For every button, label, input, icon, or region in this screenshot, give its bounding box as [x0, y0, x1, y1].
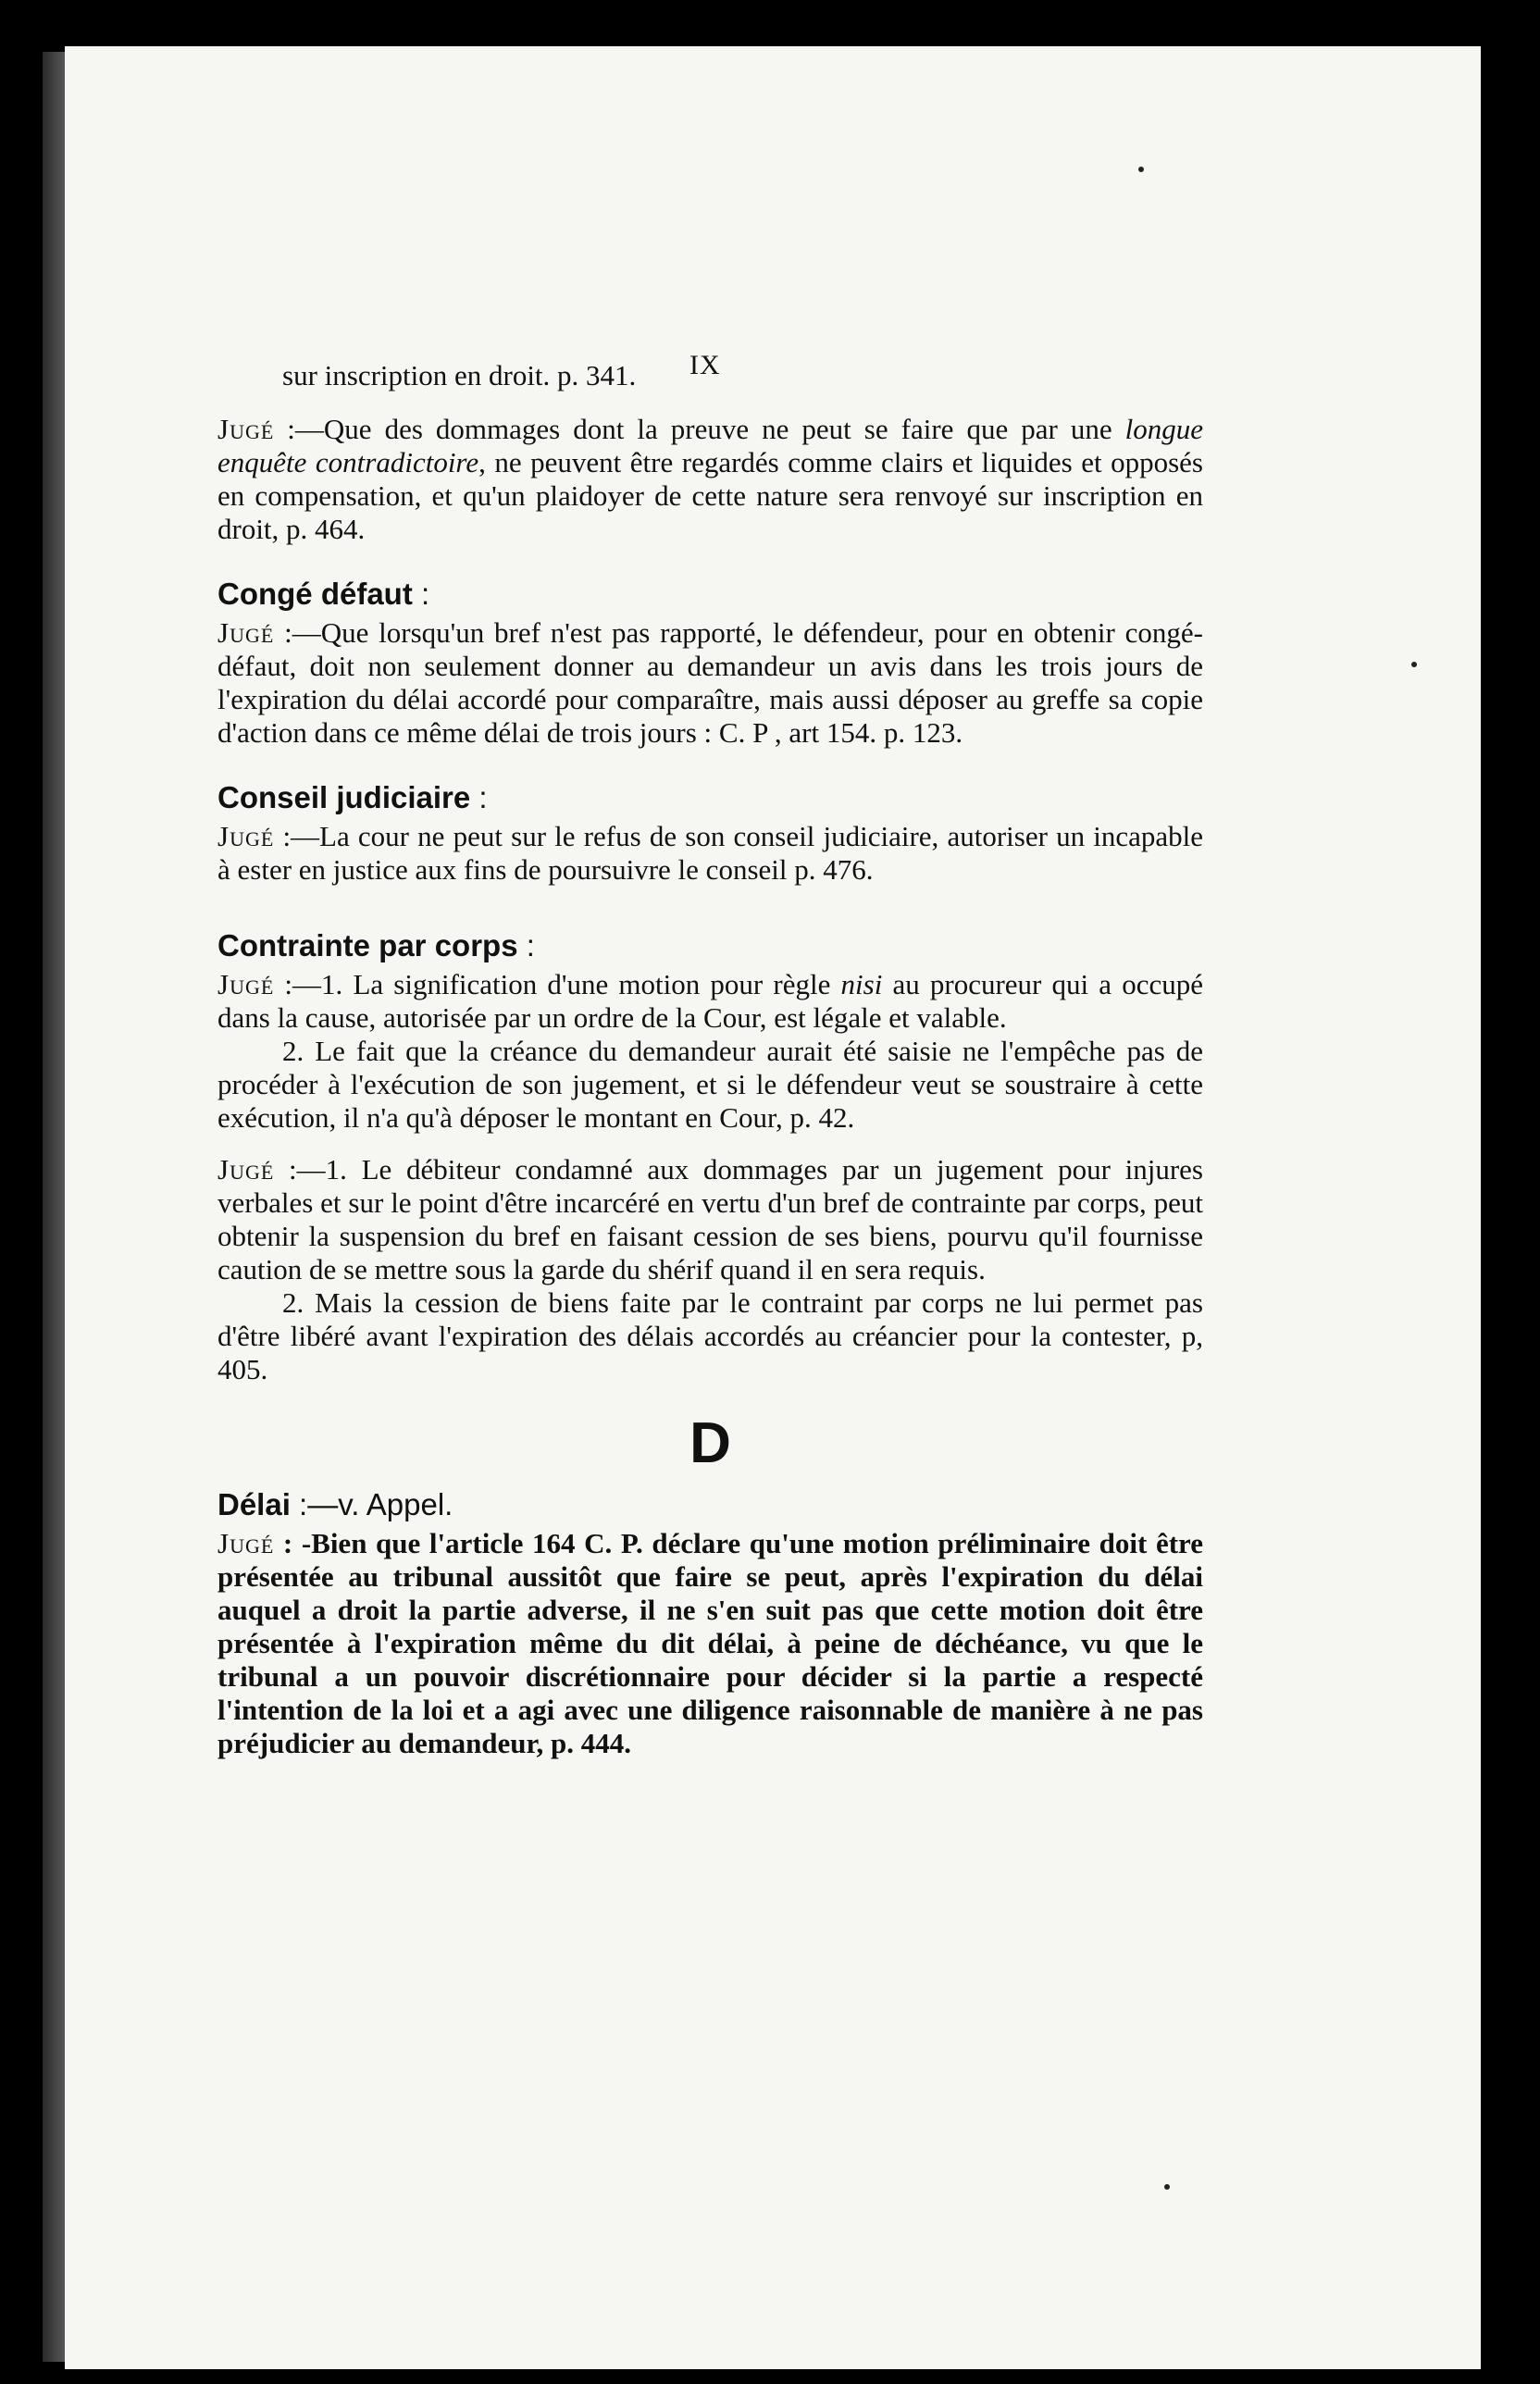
heading-delai — [217, 1488, 1203, 1521]
speck — [1164, 2184, 1170, 2190]
heading-contrainte-par-corps — [217, 929, 1203, 962]
entry-text: :—1. Le débiteur condamné aux dommages par un jugement pour injures verbales et sur le point d'être incarcéré en vertu d'un bref de contrainte par corps, peut obtenir la suspension du bref en faisant cession de ses biens, pourvu qu'il fournisse caution de se mettre sous la garde du shérif quand il en sera requis. — [217, 1153, 1203, 1285]
juge-entry — [217, 413, 1203, 546]
entry-text: :—1. La signification d'une motion pour règle — [274, 968, 841, 1000]
entry-text: :—Que des dommages dont la preuve ne peut se faire que par une — [274, 413, 1125, 445]
speck — [1138, 167, 1144, 172]
juge-lead: Jugé — [217, 820, 275, 852]
juge-lead: Jugé — [217, 968, 275, 1000]
entry-text: : -Bien que l'article 164 C. P. déclare qu'une motion préliminaire doit être présentée au tribunal aussitôt que faire se peut, après l'expiration du délai auquel a droit la partie adverse, il ne s'en suit pas que cette motion doit être présentée à l'expiration même du dit délai, à peine de déchéance, vu que le tribunal a un pouvoir discrétionnaire pour décider si la partie a respecté l'intention de la loi et a agi avec une diligence raisonnable de manière à ne pas préjudicier au demandeur, p. 444. — [217, 1527, 1203, 1759]
juge-entry — [217, 1153, 1203, 1286]
entry-text: , ne peuvent être regardés comme clairs et liquides et opposés en compensation, et qu'un plaidoyer de cette nature sera renvoyé sur inscription en droit, p. 464. — [217, 446, 1203, 545]
heading-text: Congé défaut — [217, 577, 413, 611]
juge-lead: Jugé — [217, 616, 275, 649]
entry-text: :—La cour ne peut sur le refus de son conseil judiciaire, autoriser un incapable à ester en justice aux fins de poursuivre le conseil p. 476. — [217, 820, 1203, 886]
heading-conge-defaut — [217, 577, 1203, 611]
intro-line: sur inscription en droit. p. 341. — [282, 359, 637, 391]
numbered-point: 2. Le fait que la créance du demandeur aurait été saisie ne l'empêche pas de procéder à l'exécution de son jugement, et si le défendeur veut se soustraire à cette exécution, il n'a qu'à déposer le montant en Cour, p. 42. — [217, 1035, 1203, 1134]
heading-conseil-judiciaire — [217, 781, 1203, 814]
entry-text: :—Que lorsqu'un bref n'est pas rapporté, le défendeur, pour en obtenir congé-défaut, doit non seulement donner au demandeur un avis dans les trois jours de l'expiration du délai accordé pour comparaître, mais aussi déposer au greffe sa copie d'action dans ce même délai de trois jours : C. P , art 154. p. 123. — [217, 616, 1203, 749]
heading-colon: : — [412, 577, 430, 611]
entry-text: au procureur qui a occupé dans la cause, autorisée par un ordre de la Cour, est légale et valable. — [217, 968, 1203, 1034]
entry-italic: longue enquête contradictoire — [217, 413, 1203, 478]
juge-entry — [217, 1527, 1203, 1760]
heading-crossref: :—v. Appel. — [290, 1487, 453, 1521]
heading-text: Conseil judiciaire — [217, 780, 471, 814]
heading-text: Délai — [217, 1487, 291, 1521]
page-content — [217, 352, 1203, 1760]
entry-italic: nisi — [840, 968, 883, 1000]
heading-colon: : — [470, 780, 488, 814]
juge-entry — [217, 616, 1203, 750]
page-folio: IX — [689, 350, 721, 380]
juge-lead: Jugé — [217, 413, 275, 445]
juge-entry — [217, 820, 1203, 887]
juge-lead: Jugé — [217, 1153, 275, 1186]
speck — [1411, 662, 1417, 667]
heading-colon: : — [517, 928, 535, 962]
numbered-point: 2. Mais la cession de biens faite par le contraint par corps ne lui permet pas d'être libéré avant l'expiration des délais accordés au créancier pour la contester, p, 405. — [217, 1286, 1203, 1385]
section-letter: D — [689, 1411, 731, 1475]
heading-text: Contrainte par corps — [217, 928, 518, 962]
juge-entry — [217, 968, 1203, 1035]
juge-lead: Jugé — [217, 1527, 275, 1559]
